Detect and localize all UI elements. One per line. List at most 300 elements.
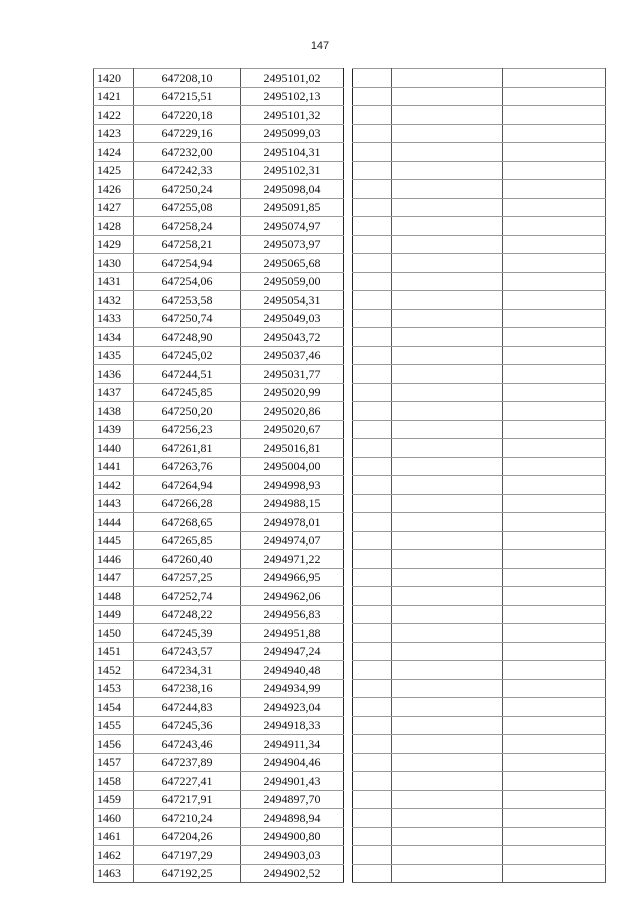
empty-cell: [503, 235, 606, 254]
empty-cell: [392, 476, 503, 495]
x-coordinate-cell: 647250,20: [134, 402, 241, 421]
y-coordinate-cell: 2494918,33: [241, 716, 344, 735]
y-coordinate-cell: 2495020,86: [241, 402, 344, 421]
x-coordinate-cell: 647210,24: [134, 809, 241, 828]
empty-table-row: [353, 624, 606, 643]
x-coordinate-cell: 647215,51: [134, 87, 241, 106]
empty-cell: [353, 698, 392, 717]
y-coordinate-cell: 2494898,94: [241, 809, 344, 828]
empty-cell: [392, 716, 503, 735]
point-number-cell: 1451: [94, 642, 134, 661]
empty-cell: [353, 291, 392, 310]
empty-cell: [353, 550, 392, 569]
table-row: [94, 679, 344, 698]
y-coordinate-cell: 2494940,48: [241, 661, 344, 680]
empty-cell: [392, 605, 503, 624]
table-row: [94, 587, 344, 606]
point-number-cell: 1453: [94, 679, 134, 698]
empty-cell: [392, 457, 503, 476]
table-row: [94, 69, 344, 88]
point-number-cell: 1457: [94, 753, 134, 772]
y-coordinate-cell: 2495101,32: [241, 106, 344, 125]
empty-cell: [392, 679, 503, 698]
x-coordinate-cell: 647258,21: [134, 235, 241, 254]
empty-table-row: [353, 235, 606, 254]
empty-cell: [503, 217, 606, 236]
empty-cell: [503, 69, 606, 88]
x-coordinate-cell: 647245,85: [134, 383, 241, 402]
empty-cell: [503, 402, 606, 421]
empty-cell: [503, 254, 606, 273]
empty-cell: [392, 587, 503, 606]
empty-cell: [353, 846, 392, 865]
empty-table-row: [353, 198, 606, 217]
table-row: [94, 568, 344, 587]
table-row: [94, 790, 344, 809]
point-number-cell: 1437: [94, 383, 134, 402]
x-coordinate-cell: 647217,91: [134, 790, 241, 809]
table-row: [94, 439, 344, 458]
empty-table-row: [353, 679, 606, 698]
y-coordinate-cell: 2494911,34: [241, 735, 344, 754]
y-coordinate-cell: 2495102,13: [241, 87, 344, 106]
x-coordinate-cell: 647265,85: [134, 531, 241, 550]
point-number-cell: 1433: [94, 309, 134, 328]
table-row: [94, 272, 344, 291]
empty-table-row: [353, 420, 606, 439]
point-number-cell: 1442: [94, 476, 134, 495]
empty-table-row: [353, 217, 606, 236]
empty-cell: [353, 587, 392, 606]
point-number-cell: 1462: [94, 846, 134, 865]
empty-cell: [503, 846, 606, 865]
empty-cell: [503, 180, 606, 199]
empty-cell: [503, 328, 606, 347]
point-number-cell: 1443: [94, 494, 134, 513]
empty-continuation-table: [352, 68, 606, 883]
empty-cell: [353, 328, 392, 347]
table-row: [94, 383, 344, 402]
y-coordinate-cell: 2494902,52: [241, 864, 344, 883]
empty-table-row: [353, 513, 606, 532]
x-coordinate-cell: 647264,94: [134, 476, 241, 495]
point-number-cell: 1432: [94, 291, 134, 310]
empty-cell: [353, 661, 392, 680]
empty-cell: [353, 143, 392, 162]
point-number-cell: 1456: [94, 735, 134, 754]
empty-table-row: [353, 809, 606, 828]
empty-cell: [503, 624, 606, 643]
coordinates-table-area: [93, 68, 604, 881]
point-number-cell: 1460: [94, 809, 134, 828]
x-coordinate-cell: 647254,06: [134, 272, 241, 291]
empty-cell: [353, 254, 392, 273]
empty-cell: [503, 272, 606, 291]
y-coordinate-cell: 2495016,81: [241, 439, 344, 458]
empty-cell: [353, 494, 392, 513]
empty-cell: [503, 605, 606, 624]
x-coordinate-cell: 647192,25: [134, 864, 241, 883]
point-number-cell: 1434: [94, 328, 134, 347]
point-number-cell: 1424: [94, 143, 134, 162]
empty-cell: [392, 235, 503, 254]
x-coordinate-cell: 647252,74: [134, 587, 241, 606]
empty-cell: [353, 753, 392, 772]
y-coordinate-cell: 2494897,70: [241, 790, 344, 809]
empty-cell: [353, 309, 392, 328]
empty-table-row: [353, 457, 606, 476]
empty-cell: [353, 531, 392, 550]
empty-cell: [392, 661, 503, 680]
x-coordinate-cell: 647220,18: [134, 106, 241, 125]
table-row: [94, 827, 344, 846]
empty-table-row: [353, 328, 606, 347]
empty-table-row: [353, 402, 606, 421]
point-number-cell: 1427: [94, 198, 134, 217]
empty-cell: [353, 365, 392, 384]
empty-table-row: [353, 864, 606, 883]
empty-cell: [353, 439, 392, 458]
empty-cell: [353, 161, 392, 180]
y-coordinate-cell: 2494904,46: [241, 753, 344, 772]
x-coordinate-cell: 647248,22: [134, 605, 241, 624]
y-coordinate-cell: 2494923,04: [241, 698, 344, 717]
y-coordinate-cell: 2494962,06: [241, 587, 344, 606]
coordinates-table: [93, 68, 344, 883]
point-number-cell: 1441: [94, 457, 134, 476]
empty-cell: [353, 642, 392, 661]
empty-table-row: [353, 587, 606, 606]
empty-cell: [353, 235, 392, 254]
x-coordinate-cell: 647261,81: [134, 439, 241, 458]
point-number-cell: 1439: [94, 420, 134, 439]
empty-cell: [503, 143, 606, 162]
empty-table-row: [353, 790, 606, 809]
table-row: [94, 772, 344, 791]
y-coordinate-cell: 2494998,93: [241, 476, 344, 495]
table-row: [94, 180, 344, 199]
empty-cell: [392, 272, 503, 291]
empty-table-row: [353, 772, 606, 791]
empty-table-row: [353, 254, 606, 273]
point-number-cell: 1450: [94, 624, 134, 643]
y-coordinate-cell: 2494903,03: [241, 846, 344, 865]
point-number-cell: 1422: [94, 106, 134, 125]
empty-cell: [392, 106, 503, 125]
empty-cell: [392, 642, 503, 661]
empty-cell: [503, 198, 606, 217]
empty-cell: [503, 587, 606, 606]
empty-cell: [503, 772, 606, 791]
empty-table-row: [353, 365, 606, 384]
point-number-cell: 1428: [94, 217, 134, 236]
x-coordinate-cell: 647238,16: [134, 679, 241, 698]
point-number-cell: 1446: [94, 550, 134, 569]
empty-cell: [503, 568, 606, 587]
empty-cell: [353, 217, 392, 236]
table-row: [94, 513, 344, 532]
y-coordinate-cell: 2495091,85: [241, 198, 344, 217]
table-row: [94, 494, 344, 513]
point-number-cell: 1425: [94, 161, 134, 180]
table-row: [94, 698, 344, 717]
empty-cell: [392, 143, 503, 162]
empty-cell: [392, 439, 503, 458]
x-coordinate-cell: 647253,58: [134, 291, 241, 310]
point-number-cell: 1445: [94, 531, 134, 550]
empty-cell: [503, 513, 606, 532]
table-row: [94, 864, 344, 883]
empty-cell: [503, 365, 606, 384]
y-coordinate-cell: 2494956,83: [241, 605, 344, 624]
table-row: [94, 198, 344, 217]
empty-cell: [392, 217, 503, 236]
y-coordinate-cell: 2495074,97: [241, 217, 344, 236]
empty-cell: [392, 180, 503, 199]
empty-table-row: [353, 87, 606, 106]
empty-cell: [392, 254, 503, 273]
empty-cell: [503, 642, 606, 661]
empty-cell: [503, 790, 606, 809]
table-row: [94, 254, 344, 273]
empty-table-row: [353, 661, 606, 680]
x-coordinate-cell: 647229,16: [134, 124, 241, 143]
point-number-cell: 1448: [94, 587, 134, 606]
empty-cell: [392, 494, 503, 513]
table-row: [94, 217, 344, 236]
x-coordinate-cell: 647245,36: [134, 716, 241, 735]
empty-cell: [353, 272, 392, 291]
empty-cell: [503, 735, 606, 754]
y-coordinate-cell: 2495004,00: [241, 457, 344, 476]
table-row: [94, 124, 344, 143]
point-number-cell: 1426: [94, 180, 134, 199]
y-coordinate-cell: 2494978,01: [241, 513, 344, 532]
empty-cell: [353, 568, 392, 587]
empty-cell: [392, 420, 503, 439]
empty-cell: [503, 716, 606, 735]
y-coordinate-cell: 2494971,22: [241, 550, 344, 569]
empty-table-row: [353, 383, 606, 402]
point-number-cell: 1455: [94, 716, 134, 735]
empty-table-row: [353, 346, 606, 365]
point-number-cell: 1431: [94, 272, 134, 291]
empty-cell: [503, 753, 606, 772]
point-number-cell: 1461: [94, 827, 134, 846]
y-coordinate-cell: 2494974,07: [241, 531, 344, 550]
empty-table-row: [353, 69, 606, 88]
empty-table-row: [353, 753, 606, 772]
empty-cell: [503, 291, 606, 310]
y-coordinate-cell: 2495099,03: [241, 124, 344, 143]
table-row: [94, 661, 344, 680]
table-row: [94, 550, 344, 569]
table-row: [94, 402, 344, 421]
y-coordinate-cell: 2494901,43: [241, 772, 344, 791]
empty-cell: [392, 309, 503, 328]
empty-cell: [392, 827, 503, 846]
x-coordinate-cell: 647244,51: [134, 365, 241, 384]
empty-cell: [503, 346, 606, 365]
x-coordinate-cell: 647232,00: [134, 143, 241, 162]
x-coordinate-cell: 647208,10: [134, 69, 241, 88]
empty-cell: [392, 753, 503, 772]
empty-cell: [392, 772, 503, 791]
empty-cell: [353, 106, 392, 125]
x-coordinate-cell: 647227,41: [134, 772, 241, 791]
empty-cell: [392, 790, 503, 809]
table-row: [94, 735, 344, 754]
empty-cell: [392, 624, 503, 643]
empty-cell: [392, 809, 503, 828]
empty-cell: [503, 161, 606, 180]
empty-cell: [392, 402, 503, 421]
empty-cell: [503, 457, 606, 476]
empty-table-row: [353, 531, 606, 550]
empty-cell: [503, 439, 606, 458]
point-number-cell: 1440: [94, 439, 134, 458]
empty-cell: [353, 790, 392, 809]
empty-cell: [503, 87, 606, 106]
empty-cell: [392, 698, 503, 717]
point-number-cell: 1435: [94, 346, 134, 365]
empty-cell: [353, 346, 392, 365]
empty-cell: [353, 402, 392, 421]
empty-cell: [392, 346, 503, 365]
x-coordinate-cell: 647250,24: [134, 180, 241, 199]
empty-cell: [353, 124, 392, 143]
y-coordinate-cell: 2494947,24: [241, 642, 344, 661]
empty-table-body: [353, 69, 606, 883]
y-coordinate-cell: 2495098,04: [241, 180, 344, 199]
empty-cell: [392, 568, 503, 587]
empty-cell: [353, 513, 392, 532]
empty-cell: [392, 365, 503, 384]
empty-cell: [353, 827, 392, 846]
point-number-cell: 1430: [94, 254, 134, 273]
empty-cell: [503, 494, 606, 513]
empty-cell: [503, 383, 606, 402]
x-coordinate-cell: 647234,31: [134, 661, 241, 680]
x-coordinate-cell: 647237,89: [134, 753, 241, 772]
table-row: [94, 309, 344, 328]
empty-cell: [503, 679, 606, 698]
page-number: 147: [310, 40, 330, 52]
point-number-cell: 1438: [94, 402, 134, 421]
empty-cell: [392, 291, 503, 310]
empty-cell: [503, 809, 606, 828]
y-coordinate-cell: 2495054,31: [241, 291, 344, 310]
point-number-cell: 1423: [94, 124, 134, 143]
coordinates-table-body: [94, 69, 344, 883]
empty-cell: [392, 328, 503, 347]
table-row: [94, 328, 344, 347]
y-coordinate-cell: 2494988,15: [241, 494, 344, 513]
x-coordinate-cell: 647244,83: [134, 698, 241, 717]
empty-table-row: [353, 124, 606, 143]
y-coordinate-cell: 2495065,68: [241, 254, 344, 273]
empty-cell: [392, 735, 503, 754]
table-row: [94, 420, 344, 439]
y-coordinate-cell: 2494951,88: [241, 624, 344, 643]
y-coordinate-cell: 2494966,95: [241, 568, 344, 587]
table-row: [94, 809, 344, 828]
point-number-cell: 1420: [94, 69, 134, 88]
empty-table-row: [353, 143, 606, 162]
empty-table-row: [353, 568, 606, 587]
empty-cell: [353, 679, 392, 698]
empty-cell: [392, 161, 503, 180]
point-number-cell: 1447: [94, 568, 134, 587]
point-number-cell: 1444: [94, 513, 134, 532]
y-coordinate-cell: 2495043,72: [241, 328, 344, 347]
x-coordinate-cell: 647254,94: [134, 254, 241, 273]
empty-cell: [503, 864, 606, 883]
point-number-cell: 1436: [94, 365, 134, 384]
x-coordinate-cell: 647245,39: [134, 624, 241, 643]
empty-table-row: [353, 272, 606, 291]
y-coordinate-cell: 2495101,02: [241, 69, 344, 88]
empty-cell: [353, 69, 392, 88]
empty-table-row: [353, 161, 606, 180]
empty-table-row: [353, 716, 606, 735]
x-coordinate-cell: 647248,90: [134, 328, 241, 347]
x-coordinate-cell: 647257,25: [134, 568, 241, 587]
empty-cell: [503, 309, 606, 328]
empty-table-row: [353, 106, 606, 125]
point-number-cell: 1454: [94, 698, 134, 717]
point-number-cell: 1449: [94, 605, 134, 624]
empty-cell: [353, 476, 392, 495]
empty-cell: [353, 198, 392, 217]
y-coordinate-cell: 2495020,99: [241, 383, 344, 402]
y-coordinate-cell: 2495049,03: [241, 309, 344, 328]
y-coordinate-cell: 2494934,99: [241, 679, 344, 698]
empty-cell: [503, 531, 606, 550]
empty-cell: [392, 69, 503, 88]
y-coordinate-cell: 2495059,00: [241, 272, 344, 291]
point-number-cell: 1421: [94, 87, 134, 106]
empty-cell: [353, 87, 392, 106]
y-coordinate-cell: 2495073,97: [241, 235, 344, 254]
y-coordinate-cell: 2494900,80: [241, 827, 344, 846]
empty-table-row: [353, 309, 606, 328]
table-row: [94, 235, 344, 254]
empty-cell: [392, 864, 503, 883]
table-row: [94, 605, 344, 624]
empty-cell: [353, 457, 392, 476]
y-coordinate-cell: 2495102,31: [241, 161, 344, 180]
table-row: [94, 531, 344, 550]
x-coordinate-cell: 647204,26: [134, 827, 241, 846]
x-coordinate-cell: 647258,24: [134, 217, 241, 236]
empty-cell: [503, 827, 606, 846]
table-row: [94, 457, 344, 476]
y-coordinate-cell: 2495104,31: [241, 143, 344, 162]
x-coordinate-cell: 647255,08: [134, 198, 241, 217]
empty-cell: [353, 180, 392, 199]
table-row: [94, 642, 344, 661]
empty-cell: [353, 716, 392, 735]
y-coordinate-cell: 2495031,77: [241, 365, 344, 384]
y-coordinate-cell: 2495037,46: [241, 346, 344, 365]
x-coordinate-cell: 647243,57: [134, 642, 241, 661]
empty-cell: [392, 846, 503, 865]
empty-table-row: [353, 550, 606, 569]
table-row: [94, 346, 344, 365]
table-row: [94, 291, 344, 310]
empty-cell: [503, 550, 606, 569]
